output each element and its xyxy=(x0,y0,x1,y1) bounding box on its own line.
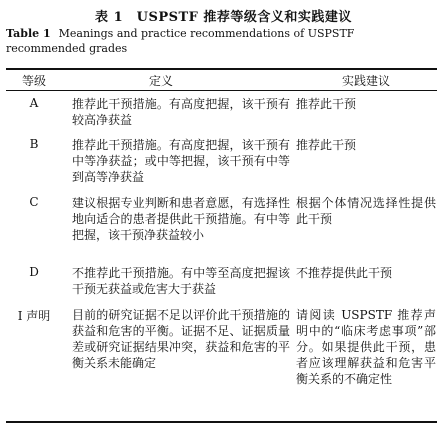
recommendation-cell: 推荐此干预 xyxy=(296,97,357,111)
definition-cell: 目前的研究证据不足以评价此干预措施的获益和危害的平衡。证据不足、证据质量差或研究证据结果冲突，获益和危害的平衡关系未能确定 xyxy=(72,308,290,370)
definition-cell: 推荐此干预措施。有高度把握，该干预有中等净获益；或中等把握，该干预有中等到高等净获益 xyxy=(72,138,290,184)
recommendation-cell: 推荐此干预 xyxy=(296,138,357,152)
definition-cell: 建议根据专业判断和患者意愿，有选择性地向适合的患者提供此干预措施。有中等把握，该干预净获益较小 xyxy=(72,196,290,242)
header-grade: 等级 xyxy=(21,74,46,88)
header-recommendation: 实践建议 xyxy=(341,74,390,88)
grade-cell: A xyxy=(29,96,39,110)
recommendation-cell: 请阅读 USPSTF 推荐声明中的“临床考虑事项”部分。如果提供此干预，患者应该理解获益和危害平衡关系的不确定性 xyxy=(296,308,436,386)
table-title-cn: 表 1 USPSTF 推荐等级含义和实践建议 xyxy=(95,10,352,25)
grade-cell: I 声明 xyxy=(17,309,51,323)
definition-cell: 推荐此干预措施。有高度把握，该干预有较高净获益 xyxy=(72,97,290,127)
definition-cell: 不推荐此干预措施。有中等至高度把握该干预无获益或危害大于获益 xyxy=(72,266,290,296)
grade-cell: C xyxy=(29,195,39,209)
grade-cell: D xyxy=(29,265,39,279)
grade-cell: B xyxy=(29,137,39,151)
table-label-en: Table 1 xyxy=(6,27,51,40)
header-definition: 定义 xyxy=(148,74,173,88)
table-caption-en: Meanings and practice recommendations of USPSTF recommended grades xyxy=(6,27,355,55)
table-top-rule xyxy=(6,68,437,70)
table-header-rule xyxy=(6,90,437,91)
table-bottom-rule xyxy=(6,421,437,423)
table-title-en xyxy=(6,26,437,56)
recommendation-cell: 不推荐提供此干预 xyxy=(296,266,393,280)
recommendation-cell: 根据个体情况选择性提供此干预 xyxy=(296,196,436,226)
